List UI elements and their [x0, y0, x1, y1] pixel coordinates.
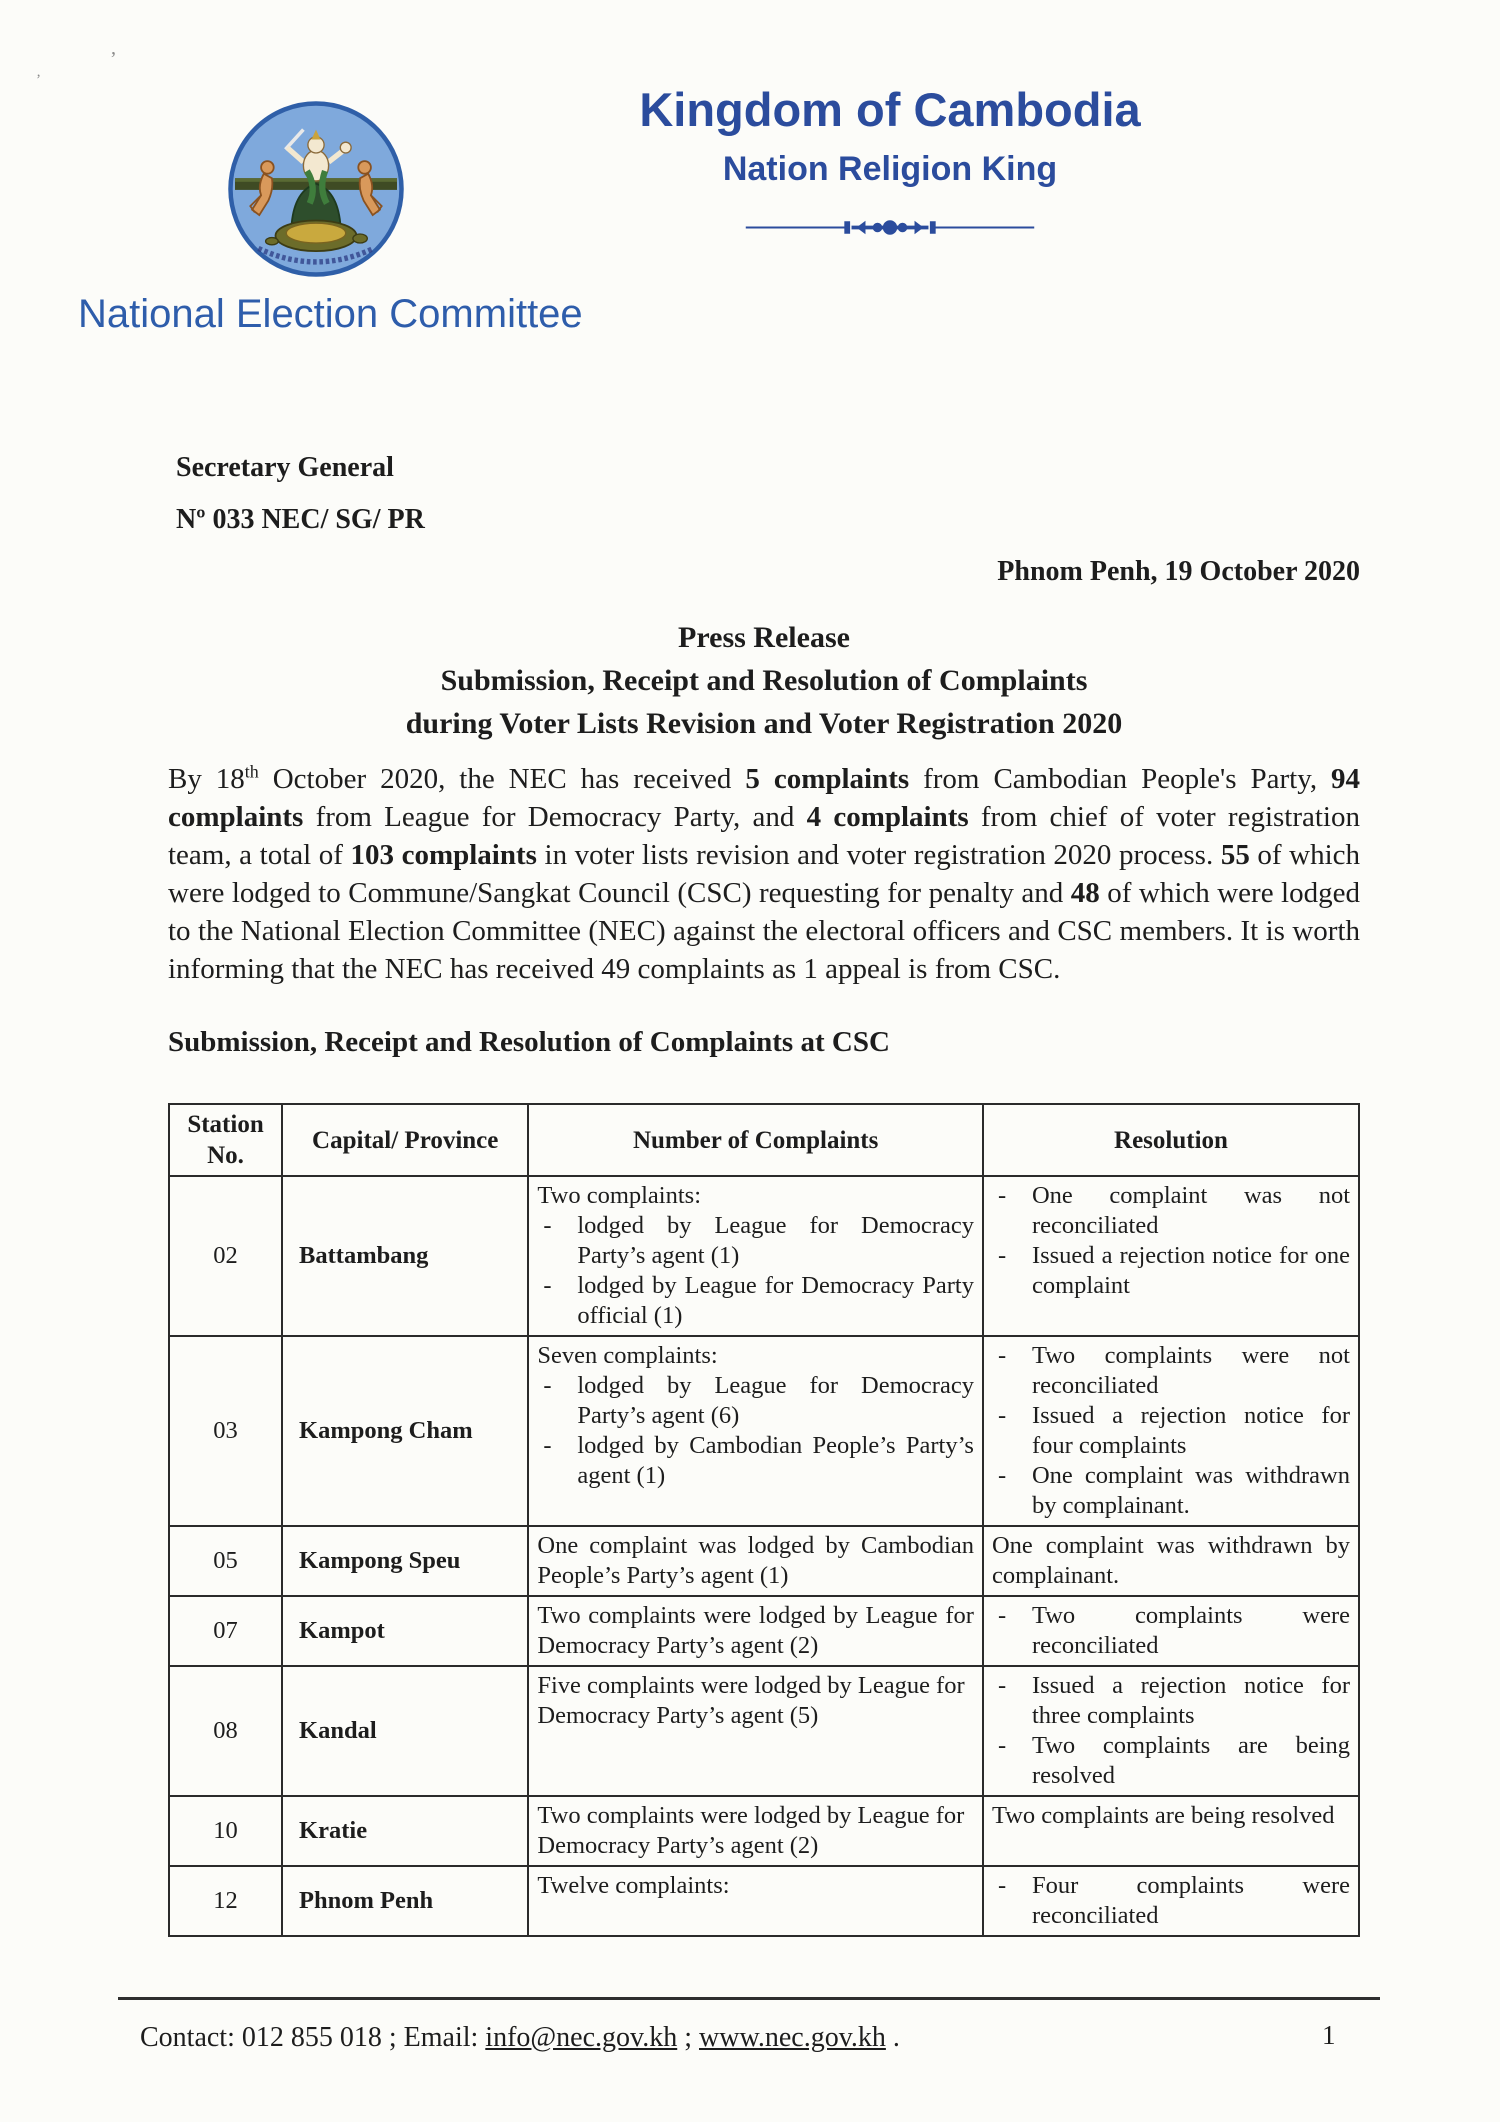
station-no-cell: 05: [169, 1526, 282, 1596]
cell-text: Five complaints were lodged by League for Democracy Party’s agent (5): [537, 1672, 965, 1729]
table-header-row: [169, 1104, 1359, 1176]
intro-bold-figure: 55: [1220, 839, 1250, 871]
intro-text: of which were lodged to the National Election Committee (NEC) against the electoral officers and CSC members. It is worth informing that the NEC has received 49 complaints as 1 appeal is from CSC.: [168, 877, 1360, 985]
cell-text: Two complaints are being resolved: [991, 1802, 1335, 1829]
intro-text: from chief of voter registration team, a total of: [168, 801, 1360, 871]
resolution-cell: [983, 1336, 1359, 1526]
bullet-text: lodged by League for Democracy Party official (1): [577, 1272, 974, 1329]
bullet-text: One complaint was withdrawn by complainant.: [1031, 1462, 1350, 1519]
footer-separator: ;: [677, 2022, 700, 2053]
resolution-cell: [983, 1526, 1359, 1596]
province-cell: Battambang: [282, 1176, 528, 1336]
bullet-item: [992, 1731, 1350, 1791]
resolution-cell: [983, 1666, 1359, 1796]
intro-bold-figure: 5 complaints: [745, 763, 910, 795]
table-body: [169, 1176, 1359, 1936]
bullet-item: [992, 1461, 1350, 1521]
resolution-cell: [983, 1796, 1359, 1866]
page-number: 1: [1322, 2020, 1336, 2050]
footer-contact-label: Contact: 012 855 018 ; Email:: [140, 2022, 486, 2053]
header: [540, 82, 1240, 245]
intro-text: in voter lists revision and voter registration 2020 process.: [536, 839, 1221, 871]
cell-text: One complaint was withdrawn by complainant.: [991, 1532, 1350, 1589]
csc-complaints-table: [168, 1103, 1360, 1937]
table-row: [169, 1666, 1359, 1796]
intro-text: from League for Democracy Party, and: [303, 801, 807, 833]
footer-trailing: .: [885, 2022, 900, 2053]
bullet-dash: -: [997, 1602, 1007, 1629]
complaints-cell: [528, 1596, 983, 1666]
complaints-cell: [528, 1526, 983, 1596]
bullet-item: [992, 1401, 1350, 1461]
bullet-dash: -: [543, 1272, 552, 1299]
bullet-item: [992, 1341, 1350, 1401]
bullet-dash: -: [997, 1342, 1007, 1369]
bullet-dash: -: [997, 1732, 1007, 1759]
complaints-cell: [528, 1176, 983, 1336]
bullet-item: [537, 1271, 974, 1331]
cell-text: Two complaints were lodged by League for Democracy Party’s agent (2): [537, 1802, 965, 1859]
intro-text: October 2020, the NEC has received: [258, 763, 746, 795]
bullet-dash: -: [997, 1182, 1007, 1209]
intro-bold-figure: 103 complaints: [350, 839, 537, 871]
ornament-divider-icon: [745, 215, 1035, 240]
bullet-dash: -: [997, 1872, 1007, 1899]
resolution-cell: [983, 1596, 1359, 1666]
province-cell: Kampot: [282, 1596, 528, 1666]
footer-website-link[interactable]: www.nec.gov.kh: [699, 2022, 886, 2053]
resolution-cell: [983, 1866, 1359, 1936]
bullet-dash: -: [543, 1432, 552, 1459]
bullet-text: lodged by League for Democracy Party’s agent (6): [577, 1372, 974, 1429]
bullet-text: Two complaints are being resolved: [1031, 1732, 1350, 1789]
intro-text: of which were lodged to Commune/Sangkat Council (CSC) requesting for penalty and: [168, 839, 1361, 909]
dateline: Phnom Penh, 19 October 2020: [997, 556, 1360, 587]
footer-contact: [140, 2022, 900, 2054]
section-heading: Submission, Receipt and Resolution of Complaints at CSC: [168, 1026, 890, 1058]
office-title: Secretary General: [176, 452, 394, 483]
cell-text: Twelve complaints:: [537, 1872, 730, 1899]
station-no-cell: 02: [169, 1176, 282, 1336]
bullet-dash: -: [543, 1212, 552, 1239]
province-cell: Kratie: [282, 1796, 528, 1866]
province-cell: Kampong Cham: [282, 1336, 528, 1526]
committee-name: National Election Committee: [78, 292, 583, 336]
intro-bold-figure: 94 complaints: [168, 763, 1361, 833]
complaints-cell: [528, 1336, 983, 1526]
bullet-item: [992, 1241, 1350, 1301]
footer-rule: [118, 1997, 1380, 2000]
kingdom-title: Kingdom of Cambodia: [639, 83, 1141, 136]
complaints-cell: [528, 1866, 983, 1936]
bullet-dash: -: [997, 1672, 1007, 1699]
column-header: Capital/ Province: [282, 1104, 528, 1176]
province-cell: Phnom Penh: [282, 1866, 528, 1936]
column-header: Number of Complaints: [528, 1104, 983, 1176]
bullet-item: [992, 1871, 1350, 1931]
cell-intro: Seven complaints:: [537, 1342, 718, 1369]
bullet-item: [537, 1431, 974, 1491]
table-row: [169, 1596, 1359, 1666]
province-cell: Kampong Speu: [282, 1526, 528, 1596]
bullet-item: [537, 1371, 974, 1431]
release-title-line1: Press Release: [678, 621, 850, 654]
cell-intro: Two complaints:: [537, 1182, 702, 1209]
resolution-cell: [983, 1176, 1359, 1336]
bullet-item: [992, 1671, 1350, 1731]
column-header: Station No.: [169, 1104, 282, 1176]
bullet-item: [992, 1601, 1350, 1661]
bullet-text: Issued a rejection notice for four complaints: [1031, 1402, 1350, 1459]
bullet-dash: -: [543, 1372, 552, 1399]
complaints-cell: [528, 1796, 983, 1866]
complaints-cell: [528, 1666, 983, 1796]
bullet-dash: -: [997, 1242, 1007, 1269]
motto: Nation Religion King: [722, 150, 1058, 188]
bullet-item: [992, 1181, 1350, 1241]
column-header: Resolution: [983, 1104, 1359, 1176]
release-title: [154, 616, 1374, 745]
footer-email-link[interactable]: info@nec.gov.kh: [485, 2022, 678, 2053]
bullet-item: [537, 1211, 974, 1271]
station-no-cell: 08: [169, 1666, 282, 1796]
station-no-cell: 12: [169, 1866, 282, 1936]
bullet-text: Issued a rejection notice for three complaints: [1031, 1672, 1350, 1729]
bullet-dash: -: [997, 1462, 1007, 1489]
reference-number: Nº 033 NEC/ SG/ PR: [176, 504, 425, 535]
bullet-text: Issued a rejection notice for one complaint: [1031, 1242, 1350, 1299]
emblem: [226, 98, 406, 280]
bullet-text: Four complaints were reconciliated: [1031, 1872, 1350, 1929]
release-title-line2: Submission, Receipt and Resolution of Complaints: [440, 664, 1088, 697]
intro-bold-figure: 48: [1070, 877, 1100, 909]
table-row: [169, 1176, 1359, 1336]
bullet-dash: -: [997, 1402, 1007, 1429]
bullet-text: One complaint was not reconciliated: [1031, 1182, 1350, 1239]
table-row: [169, 1866, 1359, 1936]
station-no-cell: 03: [169, 1336, 282, 1526]
intro-text: th: [244, 761, 259, 782]
release-title-line3: during Voter Lists Revision and Voter Registration 2020: [405, 707, 1123, 740]
bullet-text: Two complaints were not reconciliated: [1031, 1342, 1350, 1399]
cell-text: One complaint was lodged by Cambodian People’s Party’s agent (1): [537, 1532, 974, 1589]
scan-artifact: ’: [110, 48, 117, 70]
cell-text: Two complaints were lodged by League for Democracy Party’s agent (2): [537, 1602, 974, 1659]
bullet-text: lodged by Cambodian People’s Party’s agent (1): [577, 1432, 974, 1489]
station-no-cell: 07: [169, 1596, 282, 1666]
table-row: [169, 1336, 1359, 1526]
intro-paragraph: [168, 760, 1360, 988]
intro-text: from Cambodian People's Party,: [909, 763, 1332, 795]
cambodia-nec-emblem-icon: [226, 98, 406, 280]
province-cell: Kandal: [282, 1666, 528, 1796]
scan-artifact: ’: [36, 72, 41, 88]
table-row: [169, 1796, 1359, 1866]
table-row: [169, 1526, 1359, 1596]
bullet-text: Two complaints were reconciliated: [1031, 1602, 1350, 1659]
bullet-text: lodged by League for Democracy Party’s agent (1): [577, 1212, 974, 1269]
intro-text: By 18: [168, 763, 245, 795]
intro-bold-figure: 4 complaints: [806, 801, 969, 833]
station-no-cell: 10: [169, 1796, 282, 1866]
